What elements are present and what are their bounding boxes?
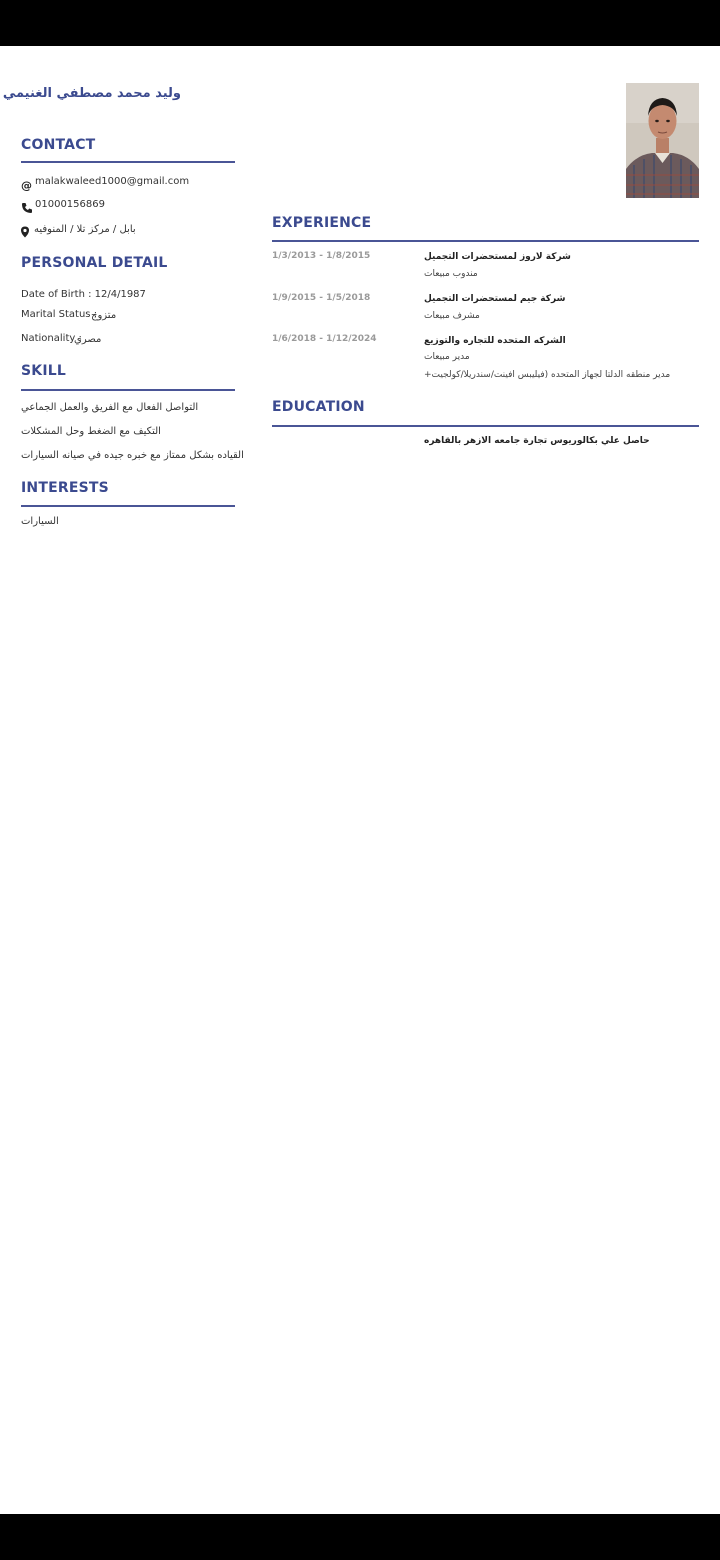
nationality-label: Nationality : bbox=[21, 333, 82, 344]
svg-text:@: @ bbox=[21, 179, 32, 191]
experience-company: شركة لاروز لمستحضرات التجميل bbox=[424, 252, 571, 262]
location-pin-icon bbox=[19, 223, 31, 235]
experience-title: EXPERIENCE bbox=[272, 215, 372, 231]
phone-icon bbox=[21, 199, 33, 211]
contact-address: بابل / مركز تلا / المنوفيه bbox=[34, 224, 136, 235]
experience-dates: 1/3/2013 - 1/8/2015 bbox=[272, 251, 371, 261]
status-bar bbox=[0, 0, 720, 46]
skill-title: SKILL bbox=[21, 363, 66, 379]
experience-divider bbox=[272, 240, 699, 242]
candidate-name: وليد محمد مصطفي الغنيمي bbox=[2, 86, 181, 101]
experience-dates: 1/9/2015 - 1/5/2018 bbox=[272, 293, 371, 303]
contact-email[interactable]: malakwaleed1000@gmail.com bbox=[35, 176, 190, 187]
skill-item: التكيف مع الضغط وحل المشكلات bbox=[21, 426, 161, 437]
at-icon bbox=[21, 176, 33, 191]
skill-item: التواصل الفعال مع الفريق والعمل الجماعي bbox=[21, 402, 199, 413]
marital-status-label: Marital Status : bbox=[21, 309, 98, 320]
education-degree: حاصل علي بكالوريوس تجارة جامعه الازهر بالقاهره bbox=[424, 436, 650, 446]
experience-company: الشركه المتحده للتجاره والتوزيع bbox=[424, 336, 566, 346]
experience-role: مندوب مبيعات bbox=[424, 269, 478, 279]
marital-status-value: متزوج bbox=[91, 310, 117, 321]
skill-divider bbox=[21, 389, 235, 391]
nationality-value: مصري bbox=[74, 334, 102, 345]
experience-company: شركة جيم لمستحضرات التجميل bbox=[424, 294, 566, 304]
education-title: EDUCATION bbox=[272, 399, 365, 415]
interest-item: السيارات bbox=[21, 516, 59, 527]
contact-phone[interactable]: 01000156869 bbox=[35, 199, 105, 210]
interests-title: INTERESTS bbox=[21, 480, 109, 496]
experience-dates: 1/6/2018 - 1/12/2024 bbox=[272, 334, 377, 344]
interests-divider bbox=[21, 505, 235, 507]
skill-item: القياده بشكل ممتاز مع خبره جيده في صيانه السيارات bbox=[21, 450, 244, 461]
experience-role: مدير مبيعات bbox=[424, 352, 470, 362]
profile-photo-image bbox=[626, 83, 699, 198]
contact-divider bbox=[21, 161, 235, 163]
experience-note: مدير منطقه الدلتا لجهاز المتحده (فيليبس افينت/سندريلا/كولجيت+ bbox=[424, 370, 671, 380]
contact-title: CONTACT bbox=[21, 137, 96, 153]
personal-detail-title: PERSONAL DETAIL bbox=[21, 255, 168, 271]
navigation-bar bbox=[0, 1514, 720, 1560]
experience-role: مشرف مبيعات bbox=[424, 311, 480, 321]
profile-photo bbox=[626, 83, 699, 198]
date-of-birth: Date of Birth : 12/4/1987 bbox=[21, 289, 146, 300]
education-divider bbox=[272, 425, 699, 427]
